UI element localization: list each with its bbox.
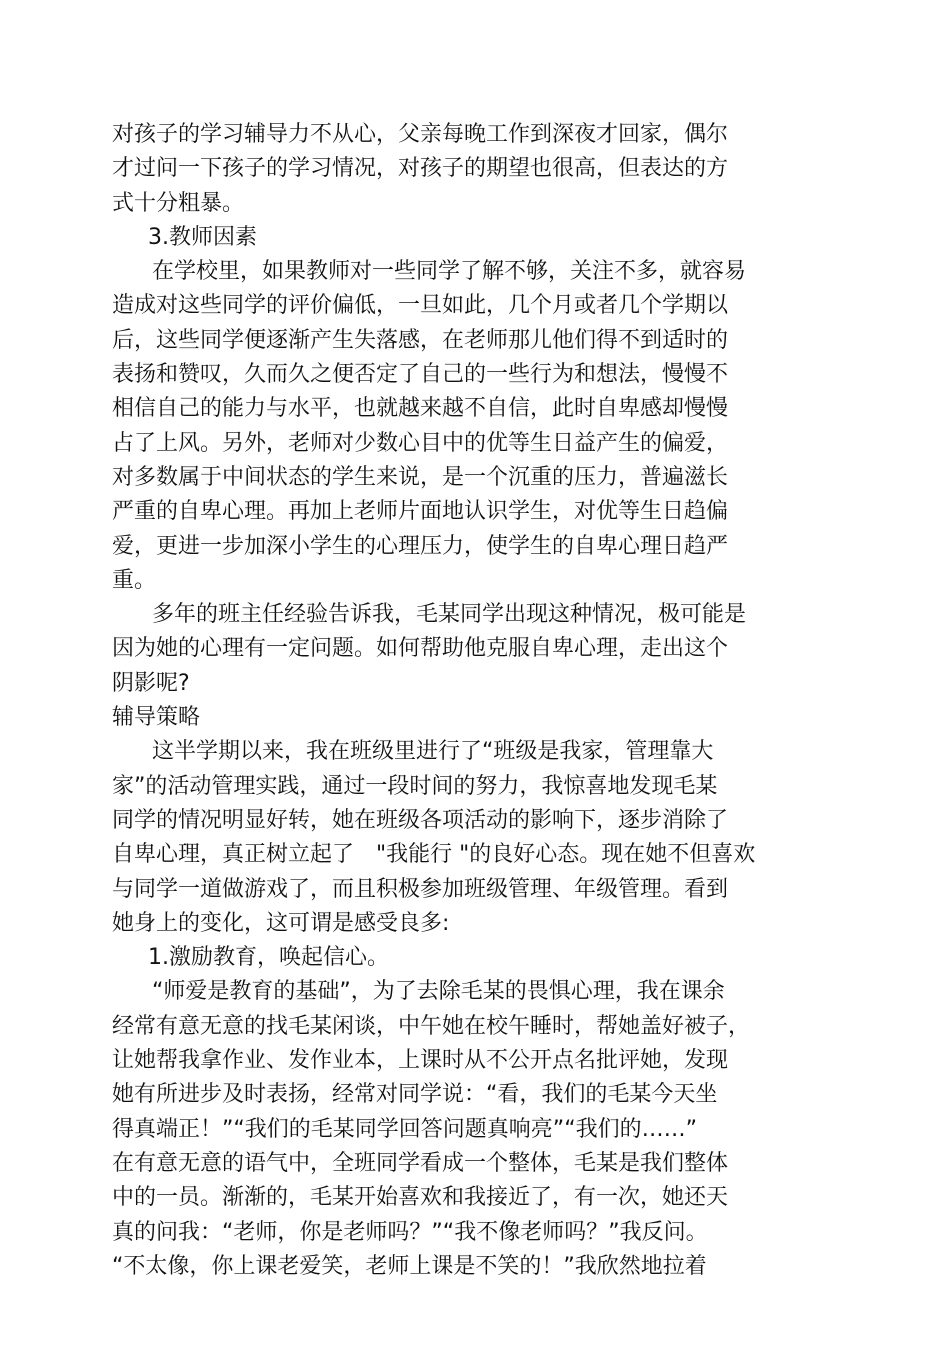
paragraph-start: 这半学期以来，我在班级里进行了“班级是我家，管理靠大 <box>152 739 714 765</box>
body-line: 她身上的变化，这可谓是感受良多: <box>112 910 450 936</box>
body-line: 与同学一道做游戏了，而且积极参加班级管理、年级管理。看到 <box>112 876 729 902</box>
body-line: 经常有意无意的找毛某闲谈，中午她在校午睡时，帮她盖好被子， <box>112 1013 751 1039</box>
body-line: 阴影呢? <box>112 670 190 696</box>
body-line: 表扬和赞叹，久而久之便否定了自己的一些行为和想法，慢慢不 <box>112 362 729 388</box>
body-line: 同学的情况明显好转，她在班级各项活动的影响下，逐步消除了 <box>112 807 729 833</box>
body-line: 严重的自卑心理。再加上老师片面地认识学生，对优等生日趋偏 <box>112 499 729 525</box>
body-line: 爱，更进一步加深小学生的心理压力，使学生的自卑心理日趋严 <box>112 533 729 559</box>
body-line: 对孩子的学习辅导力不从心，父亲每晚工作到深夜才回家，偶尔 <box>112 122 729 147</box>
body-line: 后，这些同学便逐渐产生失落感，在老师那儿他们得不到适时的 <box>112 327 729 353</box>
body-line: 自卑心理，真正树立起了 "我能行 "的良好心态。现在她不但喜欢 <box>112 842 756 868</box>
body-line: 式十分粗暴。 <box>112 190 245 216</box>
body-line: 她有所进步及时表扬，经常对同学说：“看，我们的毛某今天坐 <box>112 1082 718 1108</box>
body-line: 才过问一下孩子的学习情况，对孩子的期望也很高，但表达的方 <box>112 156 729 182</box>
body-line: 造成对这些同学的评价偏低，一旦如此，几个月或者几个学期以 <box>112 293 729 319</box>
body-line: 得真端正！”“我们的毛某同学回答问题真响亮”“我们的……” <box>112 1116 697 1142</box>
body-line: 真的问我：“老师，你是老师吗？”“我不像老师吗？”我反问。 <box>112 1219 708 1245</box>
paragraph-start: 在学校里，如果教师对一些同学了解不够，关注不多，就容易 <box>152 259 747 285</box>
body-line: 在有意无意的语气中，全班同学看成一个整体，毛某是我们整体 <box>112 1150 729 1176</box>
body-line: 重。 <box>112 567 157 593</box>
body-line: 对多数属于中间状态的学生来说，是一个沉重的压力，普遍滋长 <box>112 464 729 490</box>
document-body <box>112 118 792 1284</box>
paragraph-start: “师爱是教育的基础”，为了去除毛某的畏惧心理，我在课余 <box>152 979 725 1005</box>
body-line: 让她帮我拿作业、发作业本，上课时从不公开点名批评她，发现 <box>112 1048 729 1074</box>
section-heading: 1.激励教育，唤起信心。 <box>148 945 389 971</box>
section-heading: 3.教师因素 <box>148 224 257 250</box>
body-line: “不太像，你上课老爱笑，老师上课是不笑的！”我欣然地拉着 <box>112 1253 707 1279</box>
body-line: 占了上风。另外，老师对少数心目中的优等生日益产生的偏爱， <box>112 430 729 456</box>
body-line: 因为她的心理有一定问题。如何帮助他克服自卑心理，走出这个 <box>112 636 729 662</box>
section-heading: 辅导策略 <box>112 705 201 731</box>
body-line: 相信自己的能力与水平，也就越来越不自信，此时自卑感却慢慢 <box>112 396 729 422</box>
body-line: 中的一员。渐渐的，毛某开始喜欢和我接近了，有一次，她还天 <box>112 1185 729 1211</box>
paragraph-start: 多年的班主任经验告诉我，毛某同学出现这种情况，极可能是 <box>152 602 747 628</box>
body-line: 家”的活动管理实践，通过一段时间的努力，我惊喜地发现毛某 <box>112 773 718 799</box>
